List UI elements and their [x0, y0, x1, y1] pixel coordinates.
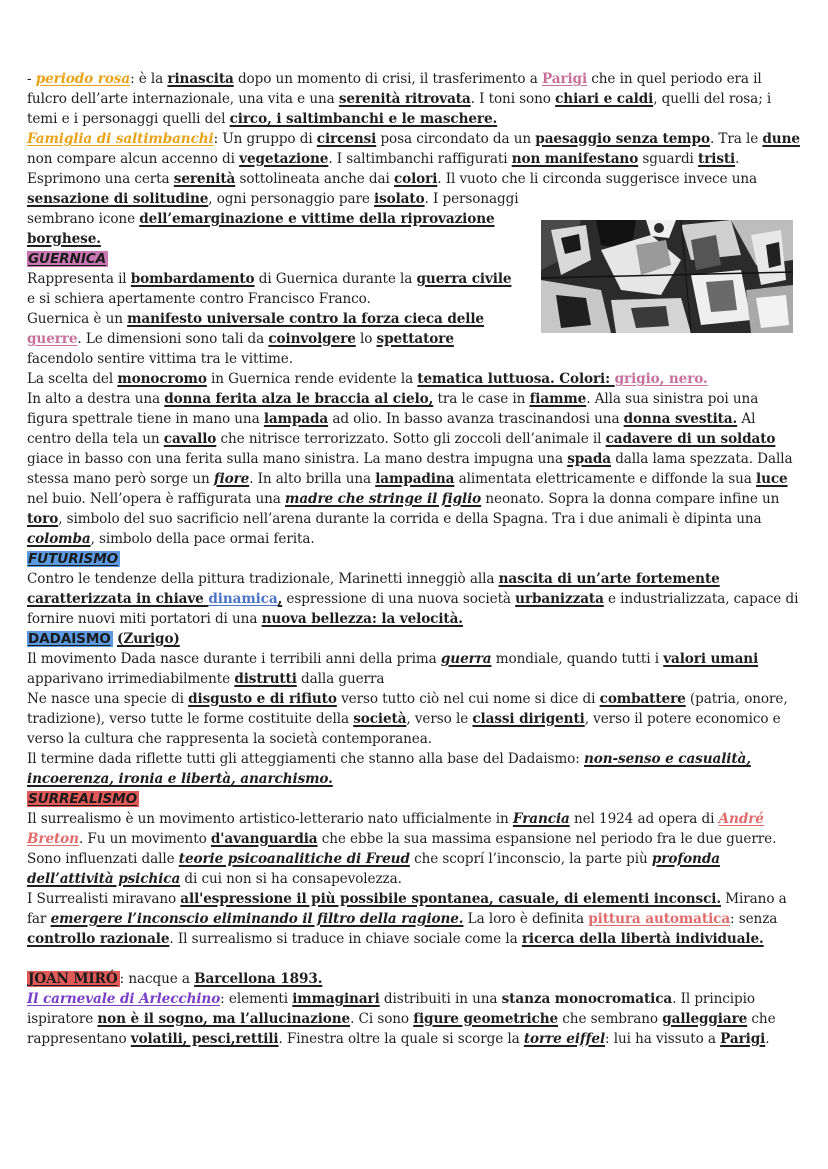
- paragraph-surrealismo-automatismo: [27, 889, 802, 949]
- text-run: , verso le: [406, 711, 473, 727]
- text-run: : nacque a: [119, 971, 195, 987]
- text-run: società: [353, 711, 407, 727]
- text-run: Rappresenta il: [27, 271, 131, 287]
- text-run: isolato: [374, 191, 425, 207]
- text-run: dune: [762, 131, 800, 147]
- text-run: nel buio. Nell’opera è raffigurata una: [27, 491, 286, 507]
- text-run: chiari e caldi: [555, 91, 654, 107]
- text-run: monocromo: [117, 371, 207, 387]
- paragraph-surrealismo-freud: [27, 849, 802, 889]
- futurismo-heading: FUTURISMO: [28, 551, 119, 567]
- text-run: tematica luttuosa. Colori:: [417, 371, 615, 387]
- surrealismo-heading: SURREALISMO: [28, 791, 138, 807]
- text-run: : lui ha vissuto a: [605, 1031, 721, 1047]
- text-run: colomba: [27, 531, 91, 547]
- text-run: combattere: [599, 691, 686, 707]
- text-run: . Finestra oltre la quale si scorge la: [278, 1031, 524, 1047]
- text-run: cavallo: [163, 431, 217, 447]
- text-run: donna ferita alza le braccia al cielo,: [164, 391, 434, 407]
- text-run: classi dirigenti: [472, 711, 585, 727]
- text-run: bombardamento: [130, 271, 255, 287]
- text-run: all'espressione il più possibile spontanea, casuale, di elementi inconsci.: [180, 891, 721, 907]
- text-run: pittura automatica: [588, 911, 731, 927]
- text-run: mondiale, quando tutti i: [491, 651, 664, 667]
- text-run: non manifestano: [511, 151, 639, 167]
- text-run: valori umani: [663, 651, 759, 667]
- text-run: cadavere di un soldato: [605, 431, 776, 447]
- text-run: . Ci sono: [350, 1011, 414, 1027]
- text-run: paesaggio senza tempo: [535, 131, 710, 147]
- text-run: distrutti: [234, 671, 297, 687]
- paragraph-dada-origin: [27, 649, 802, 689]
- text-run: : senza: [730, 911, 778, 927]
- text-run: circo, i saltimbanchi e le maschere.: [229, 111, 498, 127]
- text-run: lampada: [263, 411, 329, 427]
- text-run: , simbolo del suo sacrificio nell’arena durante la corrida e della Spagna. Tra i due animali è dipinta una: [58, 511, 762, 527]
- text-run: disgusto e di rifiuto: [188, 691, 337, 707]
- text-run: nuova bellezza: la velocità.: [261, 611, 463, 627]
- text-run: fiore: [213, 471, 250, 487]
- text-run: vegetazione: [239, 151, 329, 167]
- text-run: I Surrealisti miravano: [27, 891, 181, 907]
- text-run: che rappresentano: [27, 1011, 776, 1047]
- text-run: volatili, pesci,rettili: [130, 1031, 279, 1047]
- text-run: Contro le tendenze della pittura tradizionale, Marinetti inneggiò alla: [27, 571, 499, 587]
- guernica-heading-line: [27, 249, 802, 269]
- text-run: tristi: [698, 151, 736, 167]
- text-run: di cui non si ha consapevolezza.: [180, 871, 402, 887]
- text-run: apparivano irrimediabilmente: [27, 671, 235, 687]
- paragraph-guernica-manifesto: [27, 309, 522, 369]
- text-run: . I personaggi: [424, 191, 519, 207]
- paragraph-emarginazione: [27, 209, 517, 249]
- text-run: . Il principio ispiratore: [27, 991, 755, 1027]
- text-run: ad olio. In basso avanza trascinandosi una: [328, 411, 624, 427]
- text-run: non è il sogno, ma l’allucinazione: [97, 1011, 351, 1027]
- text-run: guerra: [440, 651, 492, 667]
- paragraph-guernica-monocromo: [27, 369, 802, 389]
- text-run: alimentata elettricamente e diffonde la sua: [454, 471, 757, 487]
- text-run: Famiglia di saltimbanchi: [27, 131, 214, 147]
- text-run: . I toni sono: [470, 91, 556, 107]
- text-run: Il carnevale di Arlecchino: [27, 991, 221, 1007]
- text-run: Sono influenzati dalle: [27, 851, 179, 867]
- paragraph-saltimbanchi: [27, 129, 802, 209]
- text-run: . Le dimensioni sono tali da: [77, 331, 269, 347]
- paragraph-dada-termine: [27, 749, 802, 789]
- text-run: Ne nasce una specie di: [27, 691, 189, 707]
- text-run: fiamme: [529, 391, 587, 407]
- text-run: Francia: [512, 811, 570, 827]
- text-run: La scelta del: [27, 371, 118, 387]
- text-run: torre eiffel: [523, 1031, 606, 1047]
- text-run: luce: [756, 471, 788, 487]
- paragraph-guernica-intro: [27, 269, 522, 309]
- text-run: che ebbe la sua massima espansione nel periodo fra le due guerre.: [317, 831, 777, 847]
- text-run: -: [27, 71, 36, 87]
- text-run: teorie psicoanalitiche di Freud: [178, 851, 410, 867]
- text-run: espressione di una nuova società: [282, 591, 516, 607]
- futurismo-heading-line: [27, 549, 802, 569]
- miro-birth-text: [120, 971, 323, 987]
- text-run: : elementi: [220, 991, 293, 1007]
- text-run: In alto a destra una: [27, 391, 165, 407]
- text-run: grigio, nero.: [614, 371, 708, 387]
- text-run: lo: [355, 331, 377, 347]
- text-run: manifesto universale contro la forza cieca delle: [127, 311, 484, 327]
- text-run: sottolineata anche dai: [235, 171, 394, 187]
- text-run: Barcellona 1893.: [194, 971, 323, 987]
- dadaismo-heading: DADAISMO: [28, 631, 111, 647]
- text-run: dopo un momento di crisi, il trasferimento a: [233, 71, 542, 87]
- text-run: di Guernica durante la: [254, 271, 417, 287]
- text-run: . Il surrealismo si traduce in chiave sociale come la: [169, 931, 522, 947]
- text-run: controllo razionale: [27, 931, 170, 947]
- text-run: che scoprí l’inconscio, la parte più: [409, 851, 652, 867]
- text-run: non compare alcun accenno di: [27, 151, 240, 167]
- text-run: André Breton: [27, 811, 764, 847]
- text-run: Mirano a far: [27, 891, 787, 927]
- text-run: madre che stringe il figlio: [285, 491, 482, 507]
- text-run: (patria, onore, tradizione), verso tutte le forme costituite della: [27, 691, 788, 727]
- paragraph-guernica-description: [27, 389, 802, 549]
- paragraph-periodo-rosa: [27, 69, 802, 129]
- paragraph-futurismo: [27, 569, 802, 629]
- text-run: Il movimento Dada nasce durante i terribili anni della prima: [27, 651, 441, 667]
- text-run: stanza monocromatica: [501, 991, 673, 1007]
- guernica-heading: GUERNICA: [28, 251, 107, 267]
- text-run: .: [765, 1031, 770, 1047]
- text-run: . Alla sua sinistra poi una figura spettrale tiene in mano una: [27, 391, 759, 427]
- paragraph-carnevale-arlecchino: [27, 989, 802, 1049]
- text-run: che nitrisce terrorizzato. Sotto gli zoccoli dell’animale il: [216, 431, 606, 447]
- text-run: neonato. Sopra la donna compare infine un: [481, 491, 780, 507]
- text-run: . Esprimono una certa: [27, 151, 740, 187]
- text-run: : è la: [130, 71, 168, 87]
- text-run: galleggiare: [662, 1011, 748, 1027]
- paragraph-dada-rifiuto: [27, 689, 802, 749]
- text-run: periodo rosa: [35, 71, 131, 87]
- text-run: guerra civile: [416, 271, 512, 287]
- text-run: facendolo sentire vittima tra le vittime.: [27, 351, 293, 367]
- text-run: emergere l’inconscio eliminando il filtro della ragione.: [50, 911, 464, 927]
- text-run: lampadina: [375, 471, 455, 487]
- text-run: ricerca della libertà individuale.: [521, 931, 764, 947]
- dadaismo-subheading: (Zurigo): [116, 631, 180, 647]
- text-run: . Tra le: [709, 131, 763, 147]
- text-run: . Fu un movimento: [78, 831, 211, 847]
- text-run: dalla lama spezzata. Dalla stessa mano però sorge un: [27, 451, 793, 487]
- text-run: toro: [27, 511, 59, 527]
- text-run: donna svestita.: [623, 411, 738, 427]
- document-body: [27, 69, 802, 1049]
- text-run: ,: [277, 591, 283, 607]
- text-run: Guernica è un: [27, 311, 128, 327]
- text-run: dalla guerra: [296, 671, 385, 687]
- text-run: verso tutto ciò nel cui nome si dice di: [336, 691, 600, 707]
- paragraph-surrealismo-origin: [27, 809, 802, 849]
- text-run: in Guernica rende evidente la: [206, 371, 418, 387]
- text-run: e industrializzata, capace di fornire nuovi miti portatori di una: [27, 591, 799, 627]
- text-run: nascita di un’arte fortemente caratterizzata in chiave: [27, 571, 720, 607]
- text-run: distribuiti in una: [379, 991, 502, 1007]
- text-run: colori: [393, 171, 438, 187]
- text-run: serenità: [173, 171, 236, 187]
- text-run: Il termine dada riflette tutti gli atteggiamenti che stanno alla base del Dadaismo:: [27, 751, 584, 767]
- text-run: Al centro della tela un: [27, 411, 756, 447]
- text-run: Il surrealismo è un movimento artistico-letterario nato ufficialmente in: [27, 811, 513, 827]
- text-run: serenità ritrovata: [338, 91, 471, 107]
- text-run: . I saltimbanchi raffigurati: [328, 151, 512, 167]
- text-run: dinamica: [208, 591, 278, 607]
- text-run: non-senso e casualità, incoerenza, ironia e libertà, anarchismo.: [27, 751, 751, 787]
- text-run: spettatore: [376, 331, 454, 347]
- text-run: tra le case in: [433, 391, 530, 407]
- text-run: figure geometriche: [413, 1011, 559, 1027]
- text-run: La loro è definita: [463, 911, 589, 927]
- text-run: , verso il potere economico e verso la cultura che rappresenta la società contemporanea.: [27, 711, 781, 747]
- text-run: immaginari: [292, 991, 380, 1007]
- text-run: d'avanguardia: [210, 831, 318, 847]
- text-run: . Il vuoto che li circonda suggerisce invece una: [437, 171, 758, 187]
- text-run: sguardi: [638, 151, 699, 167]
- text-run: dell’emarginazione e vittime della riprovazione borghese.: [27, 211, 495, 247]
- text-run: che in quel periodo era il fulcro dell’arte internazionale, una vita e una: [27, 71, 762, 107]
- text-run: nel 1924 ad opera di: [569, 811, 719, 827]
- text-run: sembrano icone: [27, 211, 140, 227]
- text-run: guerre: [27, 331, 78, 347]
- dadaismo-heading-line: [27, 629, 802, 649]
- text-run: sensazione di solitudine: [27, 191, 209, 207]
- miro-heading: JOAN MIRÓ: [28, 971, 118, 987]
- text-run: , ogni personaggio pare: [208, 191, 375, 207]
- text-run: , simbolo della pace ormai ferita.: [90, 531, 315, 547]
- text-run: rinascita: [167, 71, 234, 87]
- surrealismo-heading-line: [27, 789, 802, 809]
- text-run: circensi: [316, 131, 377, 147]
- text-run: , quelli del rosa; i temi e i personaggi quelli del: [27, 91, 772, 127]
- text-run: che sembrano: [558, 1011, 663, 1027]
- text-run: e si schiera apertamente contro Francisco Franco.: [27, 291, 371, 307]
- text-run: spada: [567, 451, 611, 467]
- text-run: urbanizzata: [515, 591, 604, 607]
- text-run: Parigi: [541, 71, 588, 87]
- text-run: profonda dell’attività psichica: [27, 851, 720, 887]
- text-run: giace in basso con una ferita sulla mano sinistra. La mano destra impugna una: [27, 451, 568, 467]
- text-run: . In alto brilla una: [249, 471, 376, 487]
- text-run: posa circondato da un: [376, 131, 536, 147]
- text-run: coinvolgere: [268, 331, 356, 347]
- miro-heading-line: [27, 969, 802, 989]
- text-run: Parigi: [720, 1031, 766, 1047]
- text-run: : Un gruppo di: [213, 131, 317, 147]
